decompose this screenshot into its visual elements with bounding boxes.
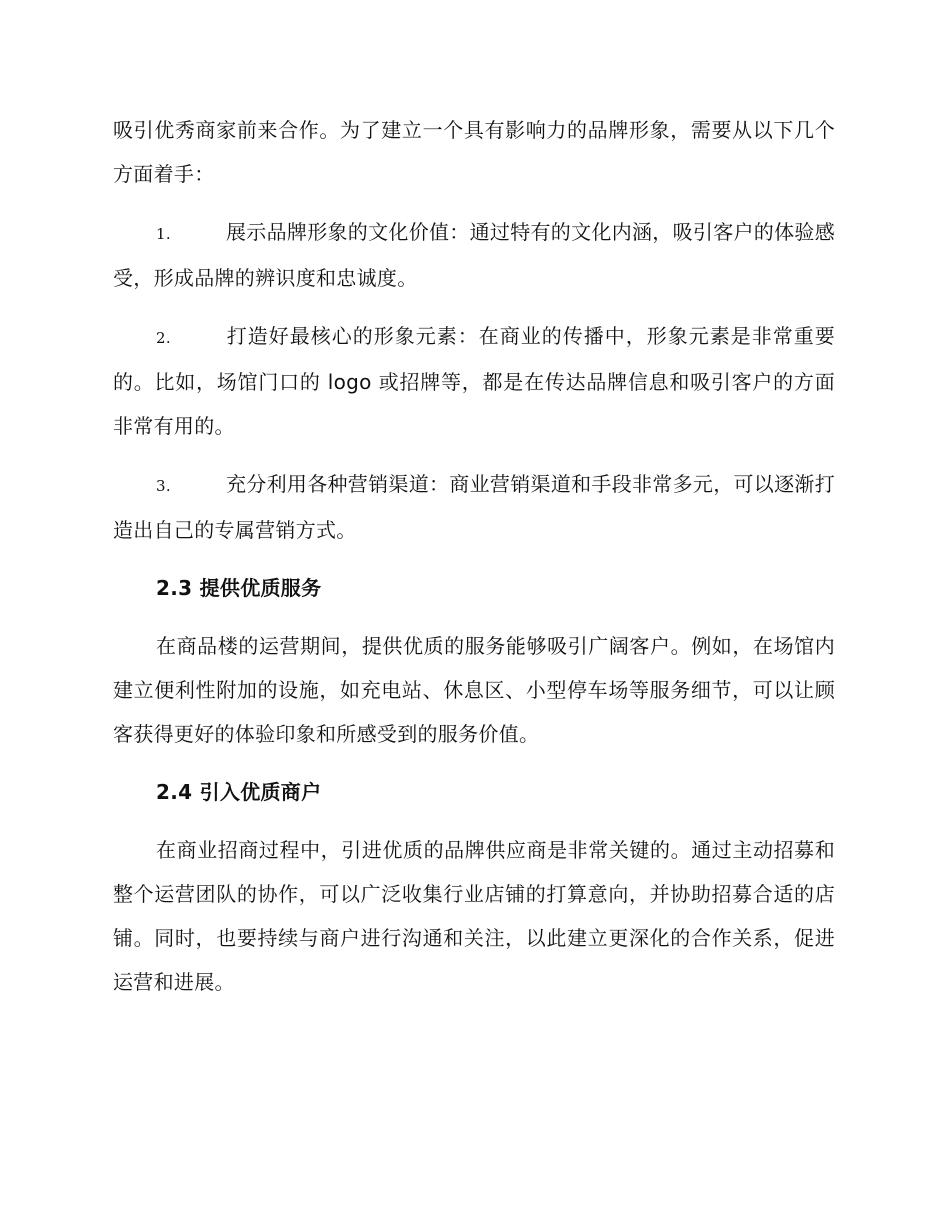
section-2-3-paragraph: 在商品楼的运营期间，提供优质的服务能够吸引广阔客户。例如，在场馆内建立便利性附加的设施，如充电站、休息区、小型停车场等服务细节，可以让顾客获得更好的体验印象和所感受到的服务价值。 xyxy=(113,634,835,746)
list-number: 3. xyxy=(156,477,171,495)
list-item-3 xyxy=(113,462,835,552)
list-item-1 xyxy=(113,210,835,300)
list-text: 打造好最核心的形象元素：在商业的传播中，形象元素是非常重要的。比如，场馆门口的 logo 或招牌等，都是在传达品牌信息和吸引客户的方面非常有用的。 xyxy=(113,324,835,438)
section-heading-2-3: 2.3 提供优质服务 xyxy=(156,576,322,600)
list-item-2 xyxy=(113,314,835,448)
section-heading-2-4: 2.4 引入优质商户 xyxy=(156,780,322,804)
section-2-4-paragraph: 在商业招商过程中，引进优质的品牌供应商是非常关键的。通过主动招募和整个运营团队的协作，可以广泛收集行业店铺的打算意向，并协助招募合适的店铺。同时，也要持续与商户进行沟通和关注，以此建立更深化的合作关系，促进运营和进展。 xyxy=(113,838,835,994)
list-text: 充分利用各种营销渠道：商业营销渠道和手段非常多元，可以逐渐打造出自己的专属营销方式。 xyxy=(113,472,835,542)
document-body xyxy=(113,108,835,1018)
list-text: 展示品牌形象的文化价值：通过特有的文化内涵，吸引客户的体验感受，形成品牌的辨识度和忠诚度。 xyxy=(113,220,835,290)
list-number: 1. xyxy=(156,225,171,243)
intro-paragraph: 吸引优秀商家前来合作。为了建立一个具有影响力的品牌形象，需要从以下几个方面着手： xyxy=(113,118,835,186)
list-number: 2. xyxy=(156,329,171,347)
